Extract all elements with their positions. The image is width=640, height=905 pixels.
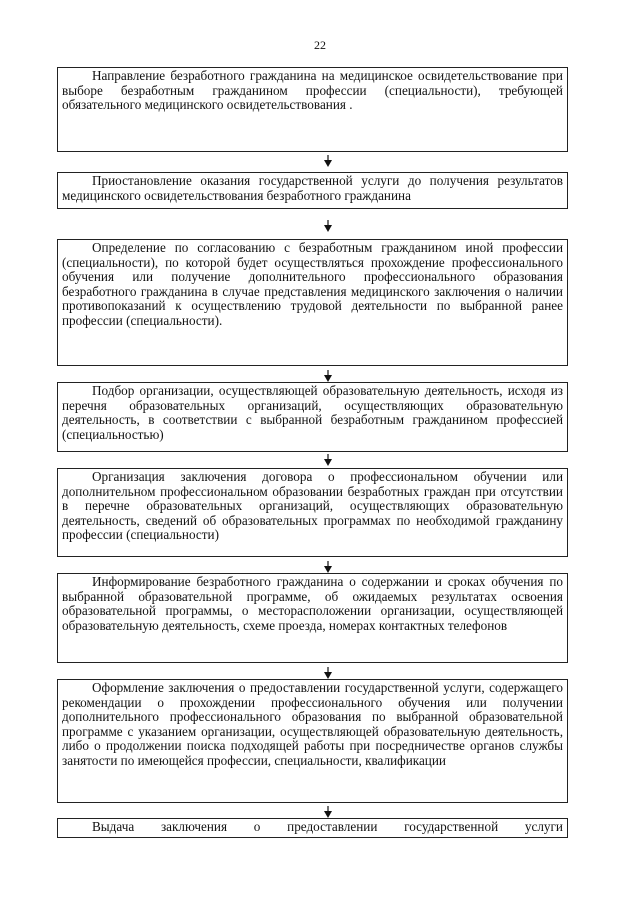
- flow-step-select-organization: Подбор организации, осуществляющей образовательную деятельность, исходя из перечня образовательных организаций, осуществляющих образовательную деятельность, в соответствии с выбранной безработным гражданином профессией (специальностью): [57, 382, 568, 452]
- down-arrow-icon: [321, 220, 335, 232]
- flow-step-informing: Информирование безработного гражданина о содержании и сроках обучения по выбранной образовательной программе, об ожидаемых результатах освоения образовательной программы, о месторасположении организации, осуществляющей образовательную деятельность, схеме проезда, номерах контактных телефонов: [57, 573, 568, 663]
- flow-step-medical-referral: Направление безработного гражданина на медицинское освидетельствование при выборе безработным гражданином профессии (специальности), требующей обязательного медицинского освидетельствования .: [57, 67, 568, 152]
- flow-step-other-profession: Определение по согласованию с безработным гражданином иной профессии (специальности), по которой будет осуществляться прохождение профессионального обучения или получение дополнительного профессионального образования безработного гражданина в случае представления медицинского заключения о наличии противопоказаний к осуществлению трудовой деятельности по выбранной ранее профессии (специальности).: [57, 239, 568, 366]
- down-arrow-icon: [321, 806, 335, 818]
- flow-step-issue: Выдача заключения о предоставлении государственной услуги: [57, 818, 568, 838]
- flow-step-suspension: Приостановление оказания государственной услуги до получения результатов медицинского освидетельствования безработного гражданина: [57, 172, 568, 209]
- down-arrow-icon: [321, 561, 335, 573]
- down-arrow-icon: [321, 667, 335, 679]
- down-arrow-icon: [321, 155, 335, 167]
- flow-step-conclusion: Оформление заключения о предоставлении государственной услуги, содержащего рекомендации о прохождении профессионального обучения или получении дополнительного профессионального образования по выбранной образовательной программе с указанием организации, осуществляющей образовательную деятельность, либо о продолжении поиска подходящей работы при посредничестве органов службы занятости по имеющейся профессии, специальности, квалификации: [57, 679, 568, 803]
- down-arrow-icon: [321, 454, 335, 466]
- down-arrow-icon: [321, 370, 335, 382]
- page-number: 22: [314, 38, 326, 52]
- flow-step-contract: Организация заключения договора о профессиональном обучении или дополнительном профессиональном образовании безработных граждан при отсутствии в перечне образовательных организаций, осуществляющих образовательную деятельность, сведений об образовательных программах по необходимой гражданину профессии (специальности): [57, 468, 568, 557]
